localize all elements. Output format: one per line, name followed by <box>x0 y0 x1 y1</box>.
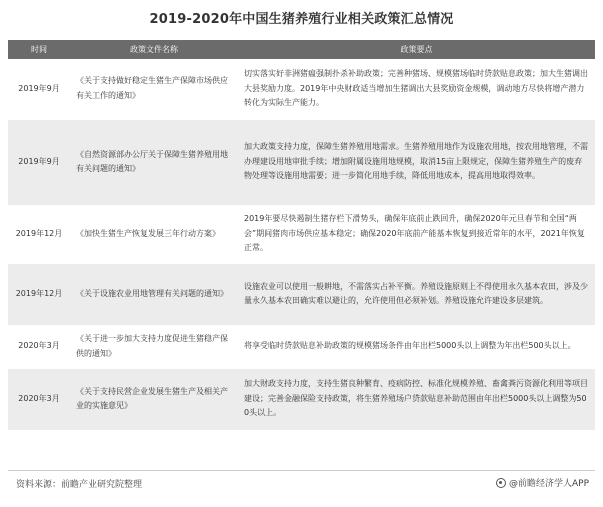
row-time: 2020年3月 <box>8 368 70 430</box>
policy-table <box>8 40 595 431</box>
row-points: 加大政策支持力度，保障生猪养殖用地需求。生猪养殖用地作为设施农用地，按农用地管理，不需办理建设用地审批手续；增加附属设施用地规模，取消15亩上限规定，保障生猪养殖生产的废弃物处理等设施用地需要；进一步简化用地手续，降低用地成本，提高用地取得效率。 <box>238 119 595 205</box>
row-file: 《关于进一步加大支持力度促进生猪稳产保供的通知》 <box>70 325 238 368</box>
row-file: 《关于支持做好稳定生猪生产保障市场供应有关工作的通知》 <box>70 59 238 119</box>
table-header-row <box>8 40 595 59</box>
table-row <box>8 59 595 119</box>
row-file: 《关于支持民营企业发展生猪生产及相关产业的实施意见》 <box>70 368 238 430</box>
row-time: 2019年12月 <box>8 263 70 325</box>
header-points: 政策要点 <box>238 40 595 59</box>
row-file: 《加快生猪生产恢复发展三年行动方案》 <box>70 205 238 263</box>
prospective-logo-icon <box>496 478 506 488</box>
row-points: 2019年要尽快遏制生猪存栏下滑势头，确保年底前止跌回升，确保2020年元旦春节和全国“两会”期间猪肉市场供应基本稳定；确保2020年底前产能基本恢复到接近常年的水平，2021年恢复正常。 <box>238 205 595 263</box>
source-note: 资料来源：前瞻产业研究院整理 <box>16 480 143 490</box>
brand-text: @前瞻经济学人APP <box>508 479 589 489</box>
header-file: 政策文件名称 <box>70 40 238 59</box>
brand-credit <box>496 476 589 489</box>
row-time: 2019年12月 <box>8 205 70 263</box>
row-time: 2019年9月 <box>8 59 70 119</box>
row-points: 加大财政支持力度，支持生猪良种繁育、疫病防控、标准化规模养殖、畜禽粪污资源化利用等项目建设；完善金融保险支持政策，将生猪养殖场户贷款贴息补助范围由年出栏5000头以上调整为500头以上。 <box>238 368 595 430</box>
table-row <box>8 368 595 430</box>
table-row <box>8 325 595 368</box>
row-file: 《自然资源部办公厅关于保障生猪养殖用地有关问题的通知》 <box>70 119 238 205</box>
table-row <box>8 263 595 325</box>
row-points: 切实落实好非洲猪瘟强制扑杀补助政策；完善种猪场、规模猪场临时贷款贴息政策；加大生猪调出大县奖励力度。2019年中央财政适当增加生猪调出大县奖励资金规模，调动地方尽快将增产潜力转化为实际生产能力。 <box>238 59 595 119</box>
table-row <box>8 205 595 263</box>
row-time: 2020年3月 <box>8 325 70 368</box>
row-file: 《关于设施农业用地管理有关问题的通知》 <box>70 263 238 325</box>
row-points: 将享受临时贷款贴息补助政策的规模猪场条件由年出栏5000头以上调整为年出栏500头以上。 <box>238 325 595 368</box>
footer <box>8 470 595 493</box>
row-time: 2019年9月 <box>8 119 70 205</box>
table-row <box>8 119 595 205</box>
page-title: 2019-2020年中国生猪养殖行业相关政策汇总情况 <box>149 12 454 27</box>
row-points: 设施农业可以使用一般耕地，不需落实占补平衡。养殖设施原则上不得使用永久基本农田，涉及少量永久基本农田确实难以避让的，允许使用但必须补划。养殖设施允许建设多层建筑。 <box>238 263 595 325</box>
header-time: 时间 <box>8 40 70 59</box>
